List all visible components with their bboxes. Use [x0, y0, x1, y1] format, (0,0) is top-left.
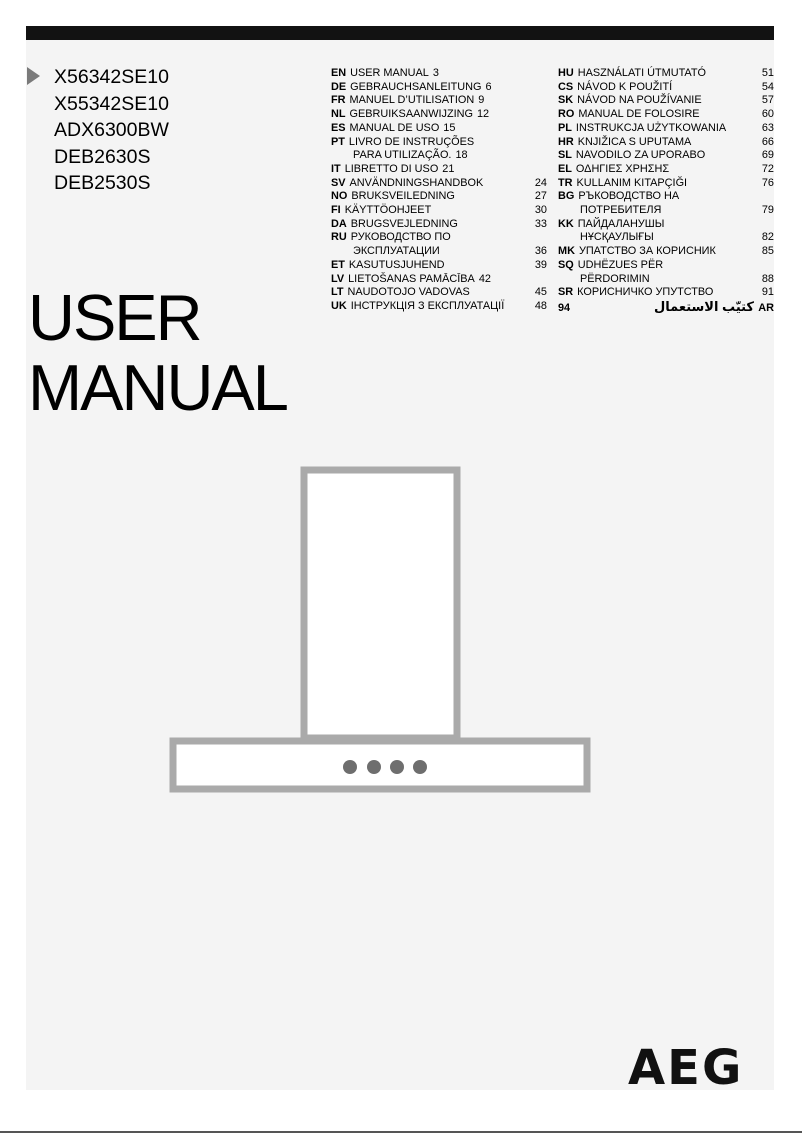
page-number: 30 — [534, 204, 547, 217]
language-entry-arabic — [558, 298, 774, 316]
arrow-marker-icon — [27, 67, 40, 85]
language-label: UDHËZUES PËR — [577, 258, 664, 271]
language-code: UK — [331, 299, 347, 312]
language-label: BRUKSVEILEDNING — [351, 190, 455, 203]
language-entry — [558, 190, 774, 204]
model-number: ADX6300BW — [54, 119, 169, 141]
hood-chimney — [304, 470, 457, 738]
language-code: NO — [331, 190, 348, 203]
model-number: DEB2630S — [54, 145, 151, 168]
language-entry — [558, 204, 774, 218]
language-entry — [558, 286, 774, 300]
page-number: 24 — [534, 176, 547, 189]
language-code: LV — [331, 272, 345, 285]
language-entry — [331, 122, 547, 136]
page-number: 94 — [558, 301, 571, 314]
aeg-logo: AEG — [628, 1040, 744, 1096]
language-label: MANUEL D’UTILISATION — [349, 94, 475, 107]
bottom-rule — [0, 1131, 802, 1133]
page-number: 60 — [761, 108, 774, 121]
language-entry — [558, 259, 774, 273]
language-entry — [558, 245, 774, 259]
language-code: IT — [331, 162, 341, 175]
page-number: 33 — [534, 217, 547, 230]
language-code: LT — [331, 286, 344, 299]
language-label: NÁVOD K POUŽITÍ — [577, 80, 673, 93]
language-label: УПАТСТВО ЗА КОРИСНИК — [578, 245, 716, 258]
model-number: DEB2530S — [54, 172, 151, 194]
language-label: ПОТРЕБИТЕЛЯ — [580, 204, 662, 217]
page-number: 88 — [761, 272, 774, 285]
page-number: 12 — [476, 108, 490, 121]
page-number: 21 — [442, 162, 455, 175]
cooker-hood-illustration — [168, 465, 592, 793]
page-number: 27 — [534, 190, 547, 203]
language-label: КОРИСНИЧКО УПУТСТВО — [577, 286, 714, 299]
control-button-dot — [413, 760, 427, 774]
language-entry — [331, 273, 547, 287]
page-number: 45 — [534, 286, 547, 299]
language-label: ПАЙДАЛАНУШЫ — [577, 217, 665, 230]
language-code: PL — [558, 121, 572, 134]
language-code: TR — [558, 176, 573, 189]
language-label: NAVODILO ZA UPORABO — [575, 149, 706, 162]
title-line-manual: MANUAL — [28, 351, 287, 424]
control-button-dot — [367, 760, 381, 774]
model-number: X55342SE10 — [54, 92, 169, 115]
language-entry — [331, 94, 547, 108]
language-entry — [558, 136, 774, 150]
language-entry — [331, 177, 547, 191]
language-entry — [558, 149, 774, 163]
language-entry — [558, 163, 774, 177]
language-code: HU — [558, 67, 574, 79]
language-label: KÄYTTÖOHJEET — [344, 204, 432, 217]
language-code: ES — [331, 121, 346, 134]
page-number: 9 — [478, 94, 485, 107]
language-entry — [331, 136, 547, 150]
language-code: PT — [331, 135, 345, 148]
language-label: MANUAL DE USO — [349, 121, 440, 134]
language-code: SV — [331, 176, 346, 189]
top-bar — [26, 26, 774, 40]
language-entry — [331, 231, 547, 245]
language-label: USER MANUAL — [350, 67, 429, 79]
page-number: 66 — [761, 135, 774, 148]
model-number: X56342SE10 — [54, 66, 169, 88]
page-number: 54 — [761, 80, 774, 93]
language-entry — [331, 245, 547, 259]
language-entry — [331, 149, 547, 163]
language-label: LIBRETTO DI USO — [344, 162, 439, 175]
language-entry — [331, 259, 547, 273]
language-code: FR — [331, 94, 346, 107]
language-code: EL — [558, 162, 572, 175]
language-entry — [558, 81, 774, 95]
page-number: 36 — [534, 245, 547, 258]
page-number: 82 — [761, 231, 774, 244]
language-code: KK — [558, 217, 574, 230]
language-label: NÁVOD NA POUŽÍVANIE — [577, 94, 702, 107]
page-number: 48 — [534, 299, 547, 312]
language-label: كتيّب الاستعمال — [654, 298, 754, 314]
language-label: KASUTUSJUHEND — [348, 258, 445, 271]
page-number: 15 — [443, 121, 456, 134]
language-entry — [558, 231, 774, 245]
language-label: РУКОВОДСТВО ПО — [350, 231, 451, 244]
control-button-dot — [343, 760, 357, 774]
language-code: FI — [331, 204, 341, 217]
language-entry — [558, 94, 774, 108]
page-number: 72 — [761, 162, 774, 175]
language-code: NL — [331, 108, 346, 121]
language-label: KNJIŽICA S UPUTAMA — [577, 135, 692, 148]
language-code: MK — [558, 245, 575, 258]
language-label: PARA UTILIZAÇÃO. — [353, 149, 452, 162]
language-entry — [558, 122, 774, 136]
language-entry — [331, 67, 547, 81]
language-label: INSTRUKCJA UŻYTKOWANIA — [575, 121, 727, 134]
language-label: ІНСТРУКЦІЯ З ЕКСПЛУАТАЦІЇ — [350, 299, 505, 312]
language-code: ET — [331, 258, 345, 271]
language-code: RO — [558, 108, 575, 121]
page-number: 76 — [761, 176, 774, 189]
model-list — [54, 64, 169, 197]
language-label: PËRDORIMIN — [580, 272, 650, 285]
page-number: 51 — [761, 67, 774, 79]
page-number: 3 — [432, 67, 439, 79]
language-entry — [331, 300, 547, 314]
language-label: BRUGSVEJLEDNING — [350, 217, 458, 230]
title-line-user: USER — [28, 281, 201, 354]
page-number: 42 — [478, 272, 491, 285]
page-number: 79 — [761, 204, 774, 217]
language-label: KULLANIM KITAPÇIĞI — [576, 176, 688, 189]
control-button-dot — [390, 760, 404, 774]
language-entry — [331, 108, 547, 122]
language-code: SL — [558, 149, 572, 162]
language-code: RU — [331, 231, 347, 244]
page-number: 39 — [534, 258, 547, 271]
language-label: MANUAL DE FOLOSIRE — [578, 108, 700, 121]
language-label: НҰСҚАУЛЫҒЫ — [580, 231, 654, 244]
language-entry — [331, 218, 547, 232]
language-entry — [331, 190, 547, 204]
language-code: DA — [331, 217, 347, 230]
language-entry — [331, 81, 547, 95]
page-number: 85 — [761, 245, 774, 258]
language-entry — [558, 108, 774, 122]
language-index-right — [558, 67, 774, 316]
language-entry — [558, 177, 774, 191]
language-code: DE — [331, 80, 347, 93]
language-entry — [331, 286, 547, 300]
language-label: LIETOŠANAS PAMĀCĪBA — [348, 272, 475, 285]
language-index-left — [331, 67, 547, 314]
language-code: CS — [558, 80, 574, 93]
language-entry — [558, 67, 774, 81]
language-entry — [558, 218, 774, 232]
language-label: LIVRO DE INSTRUÇÕES — [348, 135, 475, 148]
language-code: SQ — [558, 258, 574, 271]
page-number: 91 — [761, 286, 774, 299]
language-label: ЭКСПЛУАТАЦИИ — [353, 245, 440, 258]
language-entry — [331, 204, 547, 218]
page-number: 63 — [761, 121, 774, 134]
page-number: 18 — [455, 149, 468, 162]
language-code: EN — [331, 67, 347, 79]
language-label: GEBRAUCHSANLEITUNG — [350, 80, 482, 93]
language-entry — [331, 163, 547, 177]
language-label: HASZNÁLATI ÚTMUTATÓ — [577, 67, 707, 79]
language-code: SK — [558, 94, 574, 107]
page-title — [28, 283, 287, 423]
language-code: AR — [758, 301, 774, 314]
page-number: 69 — [761, 149, 774, 162]
language-label: GEBRUIKSAANWIJZING — [349, 108, 473, 121]
page-number: 6 — [485, 80, 492, 93]
language-code: SR — [558, 286, 574, 299]
language-label: ANVÄNDNINGSHANDBOK — [349, 176, 484, 189]
language-label: РЪКОВОДСТВО НА — [578, 190, 680, 203]
language-label: NAUDOTOJO VADOVAS — [347, 286, 470, 299]
page-number: 57 — [761, 94, 774, 107]
language-label: ΟΔΗΓΙΕΣ ΧΡΗΣΗΣ — [575, 162, 670, 175]
language-entry — [558, 273, 774, 287]
language-code: HR — [558, 135, 574, 148]
language-code: BG — [558, 190, 575, 203]
